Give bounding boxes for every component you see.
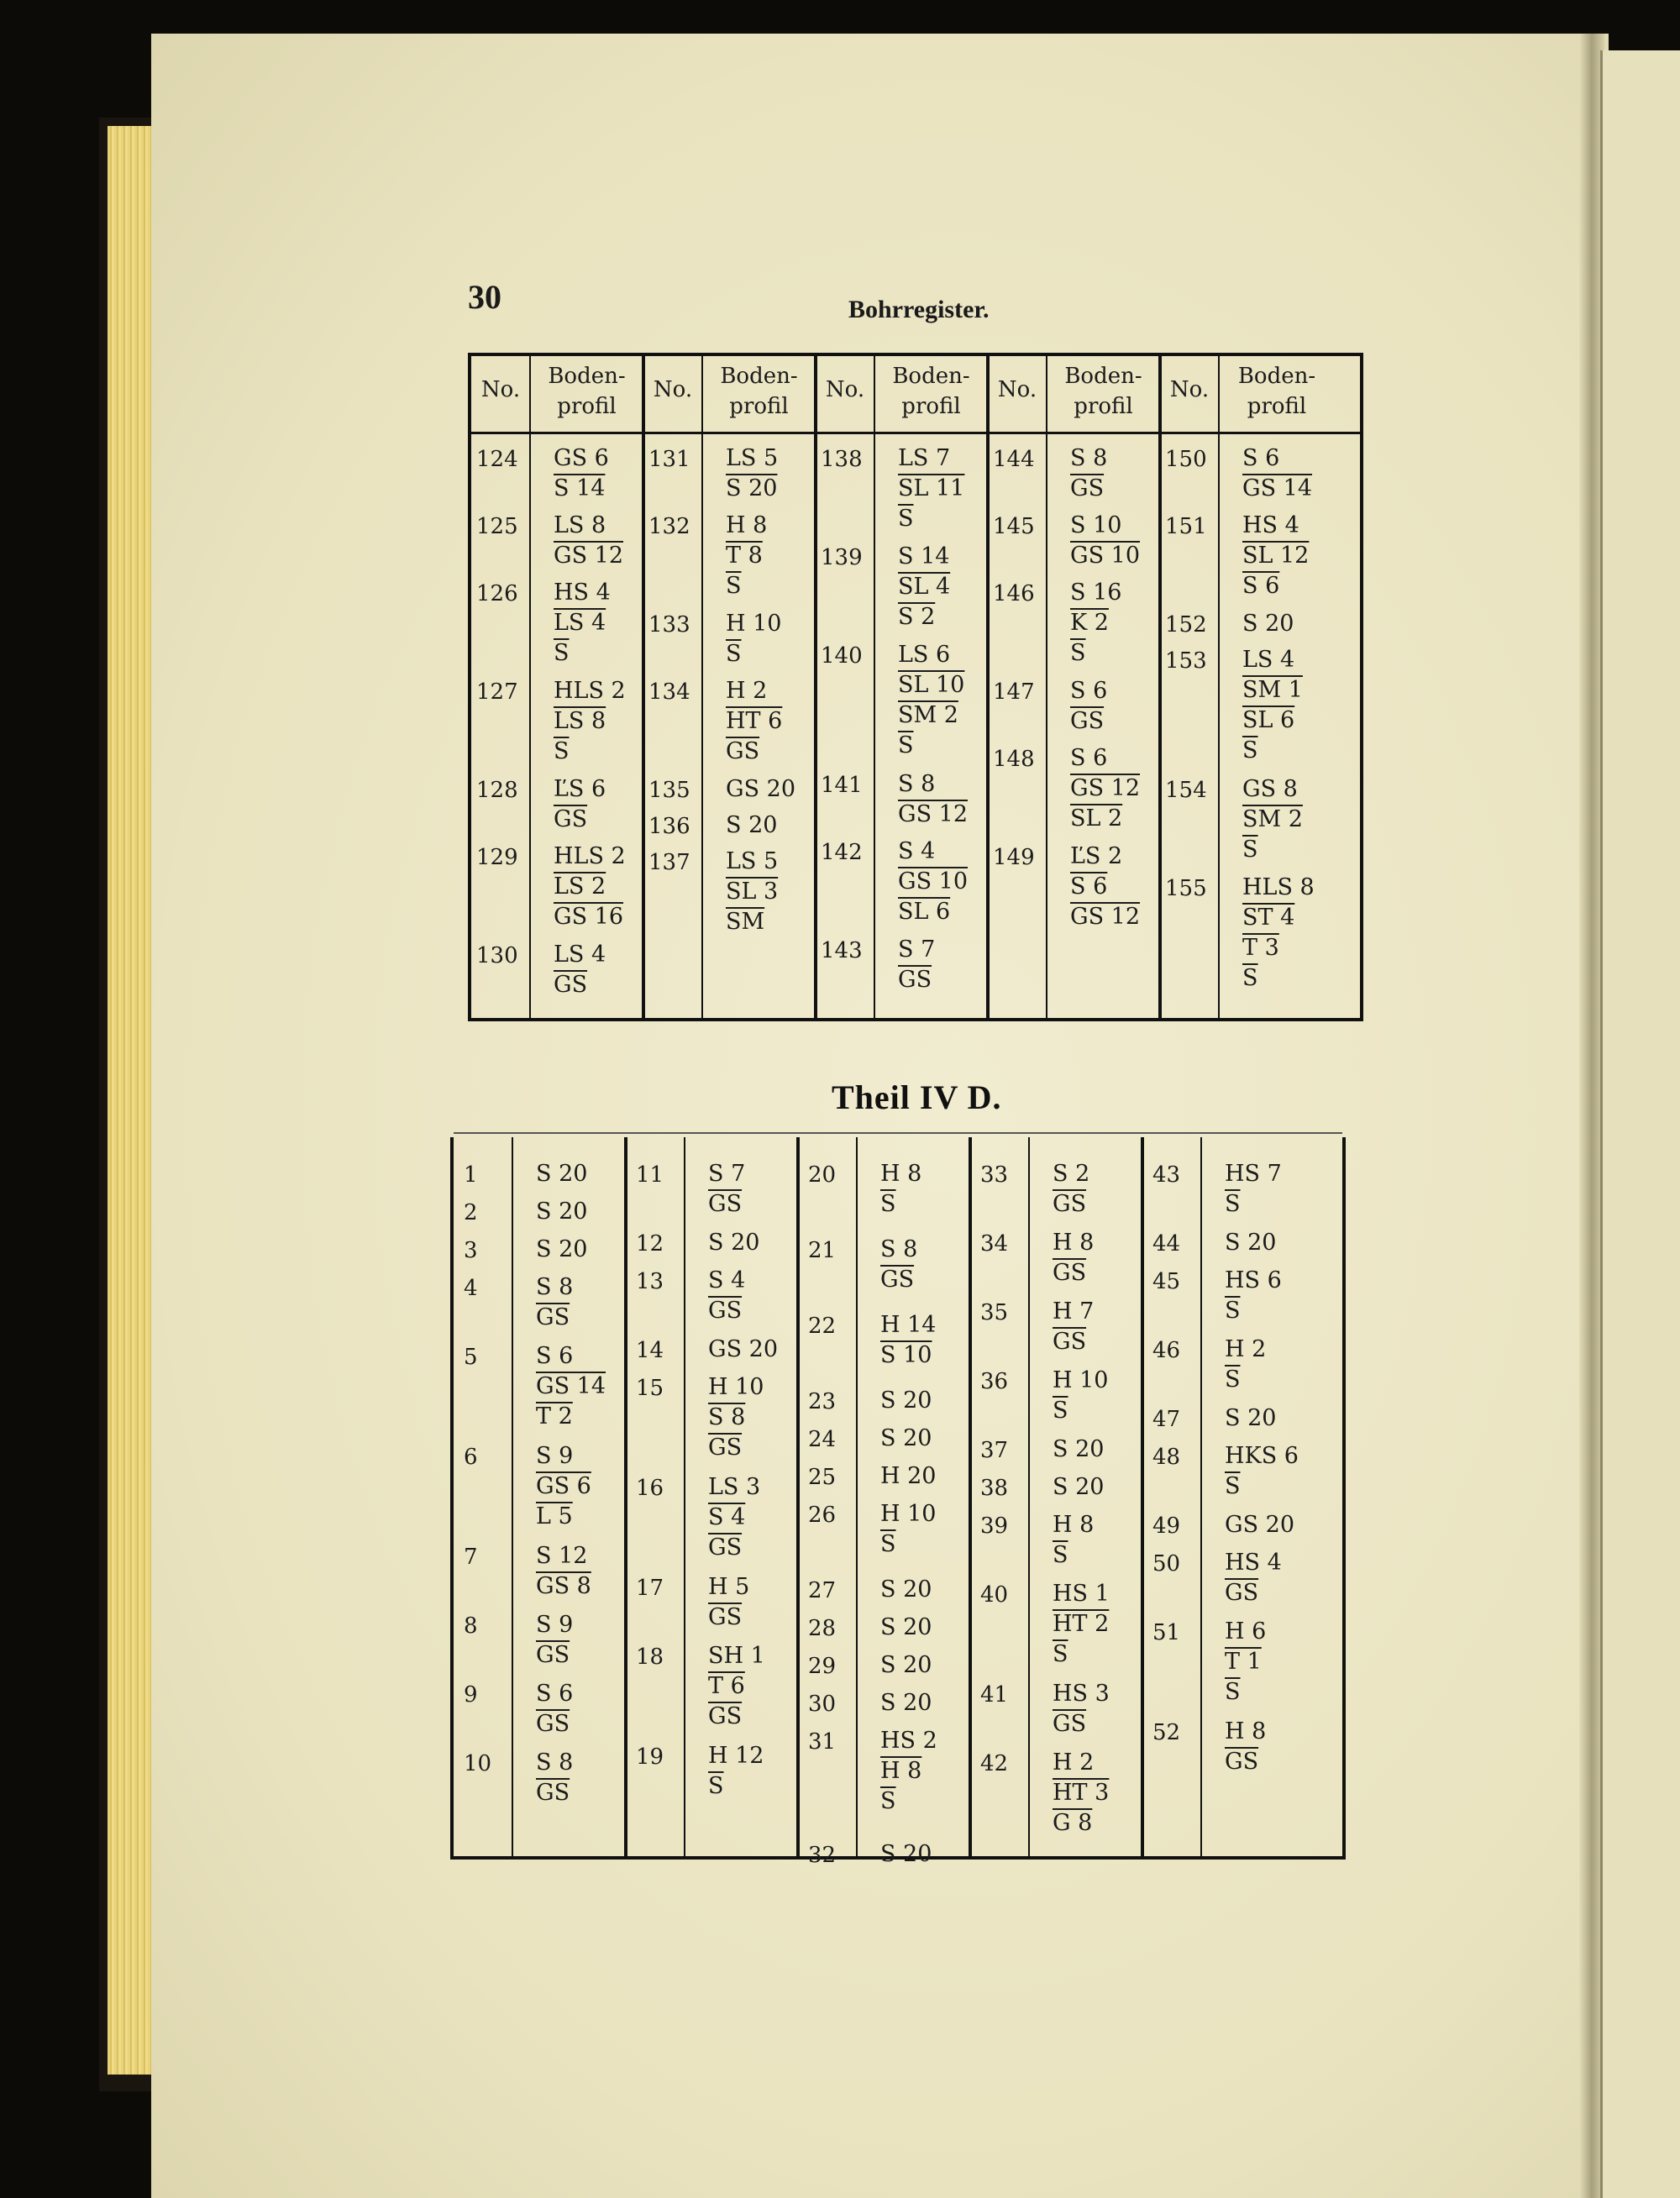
header-rule	[471, 432, 1360, 434]
column-rule	[1158, 356, 1162, 1018]
soil-profile: ĽS 6 $\overline{GS}$	[554, 776, 606, 832]
soil-profile: H 7 $\overline{GS}$	[1053, 1298, 1095, 1355]
soil-profile: S 6 GS 12 SL 2	[1070, 745, 1141, 831]
bore-number: 17	[636, 1576, 664, 1601]
soil-profile: H 10 S 8 $\overline{GS}$	[708, 1374, 764, 1461]
bore-number: 37	[980, 1438, 1009, 1463]
bore-number: 26	[808, 1503, 837, 1528]
bore-number: 18	[636, 1645, 664, 1670]
bore-number: 41	[980, 1682, 1009, 1708]
soil-profile: S 8 $\overline{GS}$	[880, 1236, 918, 1293]
soil-profile: GS 20	[726, 776, 796, 802]
soil-profile: GS 8 SM 2 $\overline{S}$	[1242, 776, 1303, 863]
soil-profile: S 20	[726, 812, 778, 838]
soil-profile: H 14 S 10	[880, 1312, 937, 1368]
soil-profile: LS 6 SL 10 SM 2 $\overline{S}$	[898, 642, 965, 758]
bore-number: 137	[648, 850, 690, 875]
soil-profile: S 9 $\overline{GS}$	[536, 1612, 574, 1668]
bore-number: 46	[1152, 1338, 1181, 1363]
bore-number: 49	[1152, 1513, 1181, 1539]
soil-profile: HS 7 $\overline{S}$	[1225, 1161, 1282, 1217]
column-rule	[1200, 1137, 1202, 1856]
bore-number: 20	[808, 1162, 837, 1188]
bore-number: 5	[464, 1345, 478, 1370]
bore-number: 3	[464, 1238, 478, 1263]
soil-profile: HS 1 HT 2 $\overline{S}$	[1053, 1581, 1110, 1667]
bore-number: 11	[636, 1162, 664, 1188]
column-rule	[701, 356, 703, 1018]
bore-number: 34	[980, 1231, 1009, 1256]
soil-profile: S 8 $\overline{GS}$	[536, 1749, 574, 1806]
soil-profile: H 2 HT 3 G 8	[1053, 1749, 1110, 1836]
column-header: No.	[1169, 377, 1210, 402]
soil-profile: LS 8 GS 12	[554, 512, 624, 569]
bore-number: 1	[464, 1162, 478, 1188]
bore-number: 15	[636, 1376, 664, 1401]
soil-profile: S 7 $\overline{GS}$	[708, 1161, 746, 1217]
soil-profile: HS 6 $\overline{S}$	[1225, 1267, 1282, 1324]
bore-number: 23	[808, 1389, 837, 1414]
soil-profile: H 5 $\overline{GS}$	[708, 1574, 750, 1630]
bore-number: 140	[821, 643, 863, 669]
bore-number: 13	[636, 1269, 664, 1294]
bore-number: 144	[993, 447, 1035, 472]
soil-profile: S 20	[1053, 1436, 1105, 1462]
column-rule	[986, 356, 990, 1018]
bore-number: 136	[648, 814, 690, 839]
soil-profile: LS 5 SL 3 $\overline{SM}$	[726, 848, 779, 935]
soil-profile: S 20	[1242, 611, 1294, 637]
bore-number: 50	[1152, 1551, 1181, 1576]
running-title: Bohrregister.	[848, 296, 990, 323]
bore-number: 135	[648, 778, 690, 803]
bore-number: 44	[1152, 1231, 1181, 1256]
soil-profile: S 20	[880, 1614, 932, 1640]
bore-number: 155	[1165, 876, 1207, 901]
bore-number: 48	[1152, 1445, 1181, 1470]
bore-number: 143	[821, 938, 863, 963]
bore-number: 16	[636, 1476, 664, 1501]
soil-profile: GS 20	[708, 1336, 779, 1362]
bore-number: 42	[980, 1751, 1009, 1776]
soil-profile: H 12 $\overline{S}$	[708, 1743, 764, 1799]
soil-profile: S 4 $\overline{GS}$	[708, 1267, 746, 1324]
bore-number: 138	[821, 447, 863, 472]
column-rule	[512, 1137, 513, 1856]
bore-number: 141	[821, 773, 863, 798]
column-header: Boden- profil	[1237, 364, 1316, 419]
column-rule	[684, 1137, 685, 1856]
column-header: Boden- profil	[1064, 364, 1142, 419]
soil-profile: H 8 T 8 $\overline{S}$	[726, 512, 768, 599]
bore-number: 2	[464, 1200, 478, 1225]
soil-profile: S 6 GS 14	[1242, 445, 1313, 501]
register-table-2	[450, 1137, 1346, 1868]
soil-profile: S 8 GS 12	[898, 771, 969, 827]
bore-number: 128	[476, 778, 518, 803]
bore-number: 51	[1152, 1620, 1181, 1645]
bore-number: 25	[808, 1465, 837, 1490]
bore-number: 7	[464, 1545, 478, 1570]
column-rule	[814, 356, 817, 1018]
bore-number: 153	[1165, 648, 1207, 674]
bore-number: 146	[993, 581, 1035, 606]
bore-number: 154	[1165, 778, 1207, 803]
soil-profile: ĽS 2 S 6 GS 12	[1070, 843, 1141, 930]
bore-number: 10	[464, 1751, 492, 1776]
bore-number: 29	[808, 1654, 837, 1679]
soil-profile: H 10 $\overline{S}$	[880, 1501, 937, 1557]
bore-number: 30	[808, 1692, 837, 1717]
soil-profile: HKS 6 $\overline{S}$	[1225, 1443, 1299, 1499]
soil-profile: H 10 $\overline{S}$	[1053, 1367, 1109, 1424]
bore-number: 32	[808, 1843, 837, 1868]
soil-profile: S 20	[880, 1576, 932, 1603]
soil-profile: H 2 $\overline{S}$	[1225, 1336, 1267, 1393]
column-rule	[529, 356, 531, 1018]
column-header: Boden- profil	[548, 364, 626, 419]
soil-profile: SH 1 T 6 $\overline{GS}$	[708, 1643, 765, 1729]
soil-profile: LS 7 SL 11 $\overline{S}$	[898, 445, 965, 532]
soil-profile: HS 2 H 8 $\overline{S}$	[880, 1728, 937, 1814]
soil-profile: LS 3 S 4 $\overline{GS}$	[708, 1474, 761, 1561]
bore-number: 132	[648, 514, 690, 539]
bore-number: 47	[1152, 1407, 1181, 1432]
bore-number: 52	[1152, 1720, 1181, 1745]
soil-profile: H 8 $\overline{GS}$	[1225, 1718, 1267, 1775]
soil-profile: HS 4 SL 12 S 6	[1242, 512, 1310, 599]
soil-profile: S 8 $\overline{GS}$	[536, 1274, 574, 1330]
soil-profile: HS 4 $\overline{GS}$	[1225, 1550, 1282, 1606]
bore-number: 134	[648, 679, 690, 705]
bore-number: 131	[648, 447, 690, 472]
soil-profile: H 8 $\overline{GS}$	[1053, 1230, 1095, 1286]
soil-profile: S 20	[880, 1690, 932, 1716]
bore-number: 4	[464, 1276, 478, 1301]
bore-number: 124	[476, 447, 518, 472]
bore-number: 22	[808, 1314, 837, 1339]
bore-number: 45	[1152, 1269, 1181, 1294]
soil-profile: S 16 K 2 $\overline{S}$	[1070, 580, 1122, 666]
bore-number: 36	[980, 1369, 1009, 1394]
bore-number: 127	[476, 679, 518, 705]
bore-number: 147	[993, 679, 1035, 705]
bore-number: 43	[1152, 1162, 1181, 1188]
soil-profile: S 20	[880, 1388, 932, 1414]
soil-profile: S 20	[880, 1425, 932, 1451]
soil-profile: HS 3 $\overline{GS}$	[1053, 1681, 1110, 1737]
soil-profile: S 2 $\overline{GS}$	[1053, 1161, 1090, 1217]
bore-number: 149	[993, 845, 1035, 870]
soil-profile: S 10 GS 10	[1070, 512, 1141, 569]
soil-profile: S 6 $\overline{GS}$	[536, 1681, 574, 1737]
column-header: Boden- profil	[720, 364, 798, 419]
soil-profile: S 20	[536, 1236, 588, 1262]
bore-number: 33	[980, 1162, 1009, 1188]
column-rule	[856, 1137, 858, 1856]
soil-profile: S 14 SL 4 S 2	[898, 543, 951, 630]
soil-profile: HLS 2 LS 2 GS 16	[554, 843, 626, 930]
bore-number: 139	[821, 545, 863, 570]
soil-profile: S 4 GS 10 SL 6	[898, 838, 969, 925]
soil-profile: S 20	[536, 1199, 588, 1225]
bore-number: 35	[980, 1300, 1009, 1325]
soil-profile: H 6 T 1 $\overline{S}$	[1225, 1618, 1267, 1705]
bore-number: 27	[808, 1578, 837, 1603]
register-table-1	[468, 353, 1363, 1021]
soil-profile: S 12 GS 8	[536, 1543, 591, 1599]
bore-number: 129	[476, 845, 518, 870]
soil-profile: H 8 $\overline{S}$	[1053, 1512, 1095, 1568]
bore-number: 152	[1165, 612, 1207, 637]
bore-number: 125	[476, 514, 518, 539]
soil-profile: S 8 $\overline{GS}$	[1070, 445, 1108, 501]
soil-profile: S 6 $\overline{GS}$	[1070, 678, 1108, 734]
bore-number: 126	[476, 581, 518, 606]
bore-number: 28	[808, 1616, 837, 1641]
soil-profile: GS 20	[1225, 1512, 1295, 1538]
bore-number: 40	[980, 1582, 1009, 1608]
bore-number: 151	[1165, 514, 1207, 539]
soil-profile: HLS 2 LS 8 $\overline{S}$	[554, 678, 626, 764]
soil-profile: S 7 $\overline{GS}$	[898, 936, 936, 993]
bore-number: 8	[464, 1613, 478, 1639]
soil-profile: H 2 HT 6 $\overline{GS}$	[726, 678, 783, 764]
bore-number: 19	[636, 1744, 664, 1770]
column-header: No.	[480, 377, 521, 402]
bore-number: 38	[980, 1476, 1009, 1501]
bore-number: 14	[636, 1338, 664, 1363]
bore-number: 9	[464, 1682, 478, 1708]
column-rule	[1218, 356, 1220, 1018]
soil-profile: S 20	[880, 1841, 932, 1867]
soil-profile: H 10 $\overline{S}$	[726, 611, 782, 667]
soil-profile: S 20	[1053, 1474, 1105, 1500]
page-number: 30	[468, 278, 501, 316]
soil-profile: S 20	[1225, 1405, 1277, 1431]
column-rule	[874, 356, 875, 1018]
soil-profile: S 20	[536, 1161, 588, 1187]
bore-number: 24	[808, 1427, 837, 1452]
column-rule	[1046, 356, 1047, 1018]
bore-number: 142	[821, 840, 863, 865]
soil-profile: HS 4 LS 4 $\overline{S}$	[554, 580, 611, 666]
soil-profile: S 20	[880, 1652, 932, 1678]
bore-number: 130	[476, 943, 518, 968]
column-rule	[969, 1137, 972, 1856]
column-header: No.	[997, 377, 1037, 402]
soil-profile: GS 6 S 14	[554, 445, 609, 501]
soil-profile: LS 5 S 20	[726, 445, 779, 501]
column-rule	[1028, 1137, 1030, 1856]
column-rule	[624, 1137, 627, 1856]
column-header: Boden- profil	[892, 364, 970, 419]
soil-profile: LS 4 SM 1 SL 6 $\overline{S}$	[1242, 647, 1303, 763]
soil-profile: LS 4 $\overline{GS}$	[554, 942, 606, 998]
top-rule	[454, 1132, 1342, 1134]
bore-number: 148	[993, 747, 1035, 772]
section-title: Theil IV D.	[832, 1078, 1002, 1116]
soil-profile: H 20	[880, 1463, 937, 1489]
bore-number: 39	[980, 1513, 1009, 1539]
column-rule	[642, 356, 645, 1018]
soil-profile: S 20	[708, 1230, 760, 1256]
bore-number: 150	[1165, 447, 1207, 472]
bore-number: 12	[636, 1231, 664, 1256]
soil-profile: H 8 $\overline{S}$	[880, 1161, 922, 1217]
column-rule	[1141, 1137, 1144, 1856]
soil-profile: S 6 GS 14 T 2	[536, 1343, 606, 1429]
soil-profile: S 20	[1225, 1230, 1277, 1256]
soil-profile: HLS 8 ST 4 T 3 $\overline{S}$	[1242, 874, 1315, 991]
column-rule	[796, 1137, 800, 1856]
bore-number: 6	[464, 1445, 478, 1470]
facing-page	[1600, 50, 1680, 2198]
bore-number: 21	[808, 1238, 837, 1263]
soil-profile: S 9 GS 6 L 5	[536, 1443, 591, 1529]
column-header: No.	[653, 377, 693, 402]
column-header: No.	[825, 377, 865, 402]
bore-number: 133	[648, 612, 690, 637]
bore-number: 31	[808, 1729, 837, 1755]
bore-number: 145	[993, 514, 1035, 539]
